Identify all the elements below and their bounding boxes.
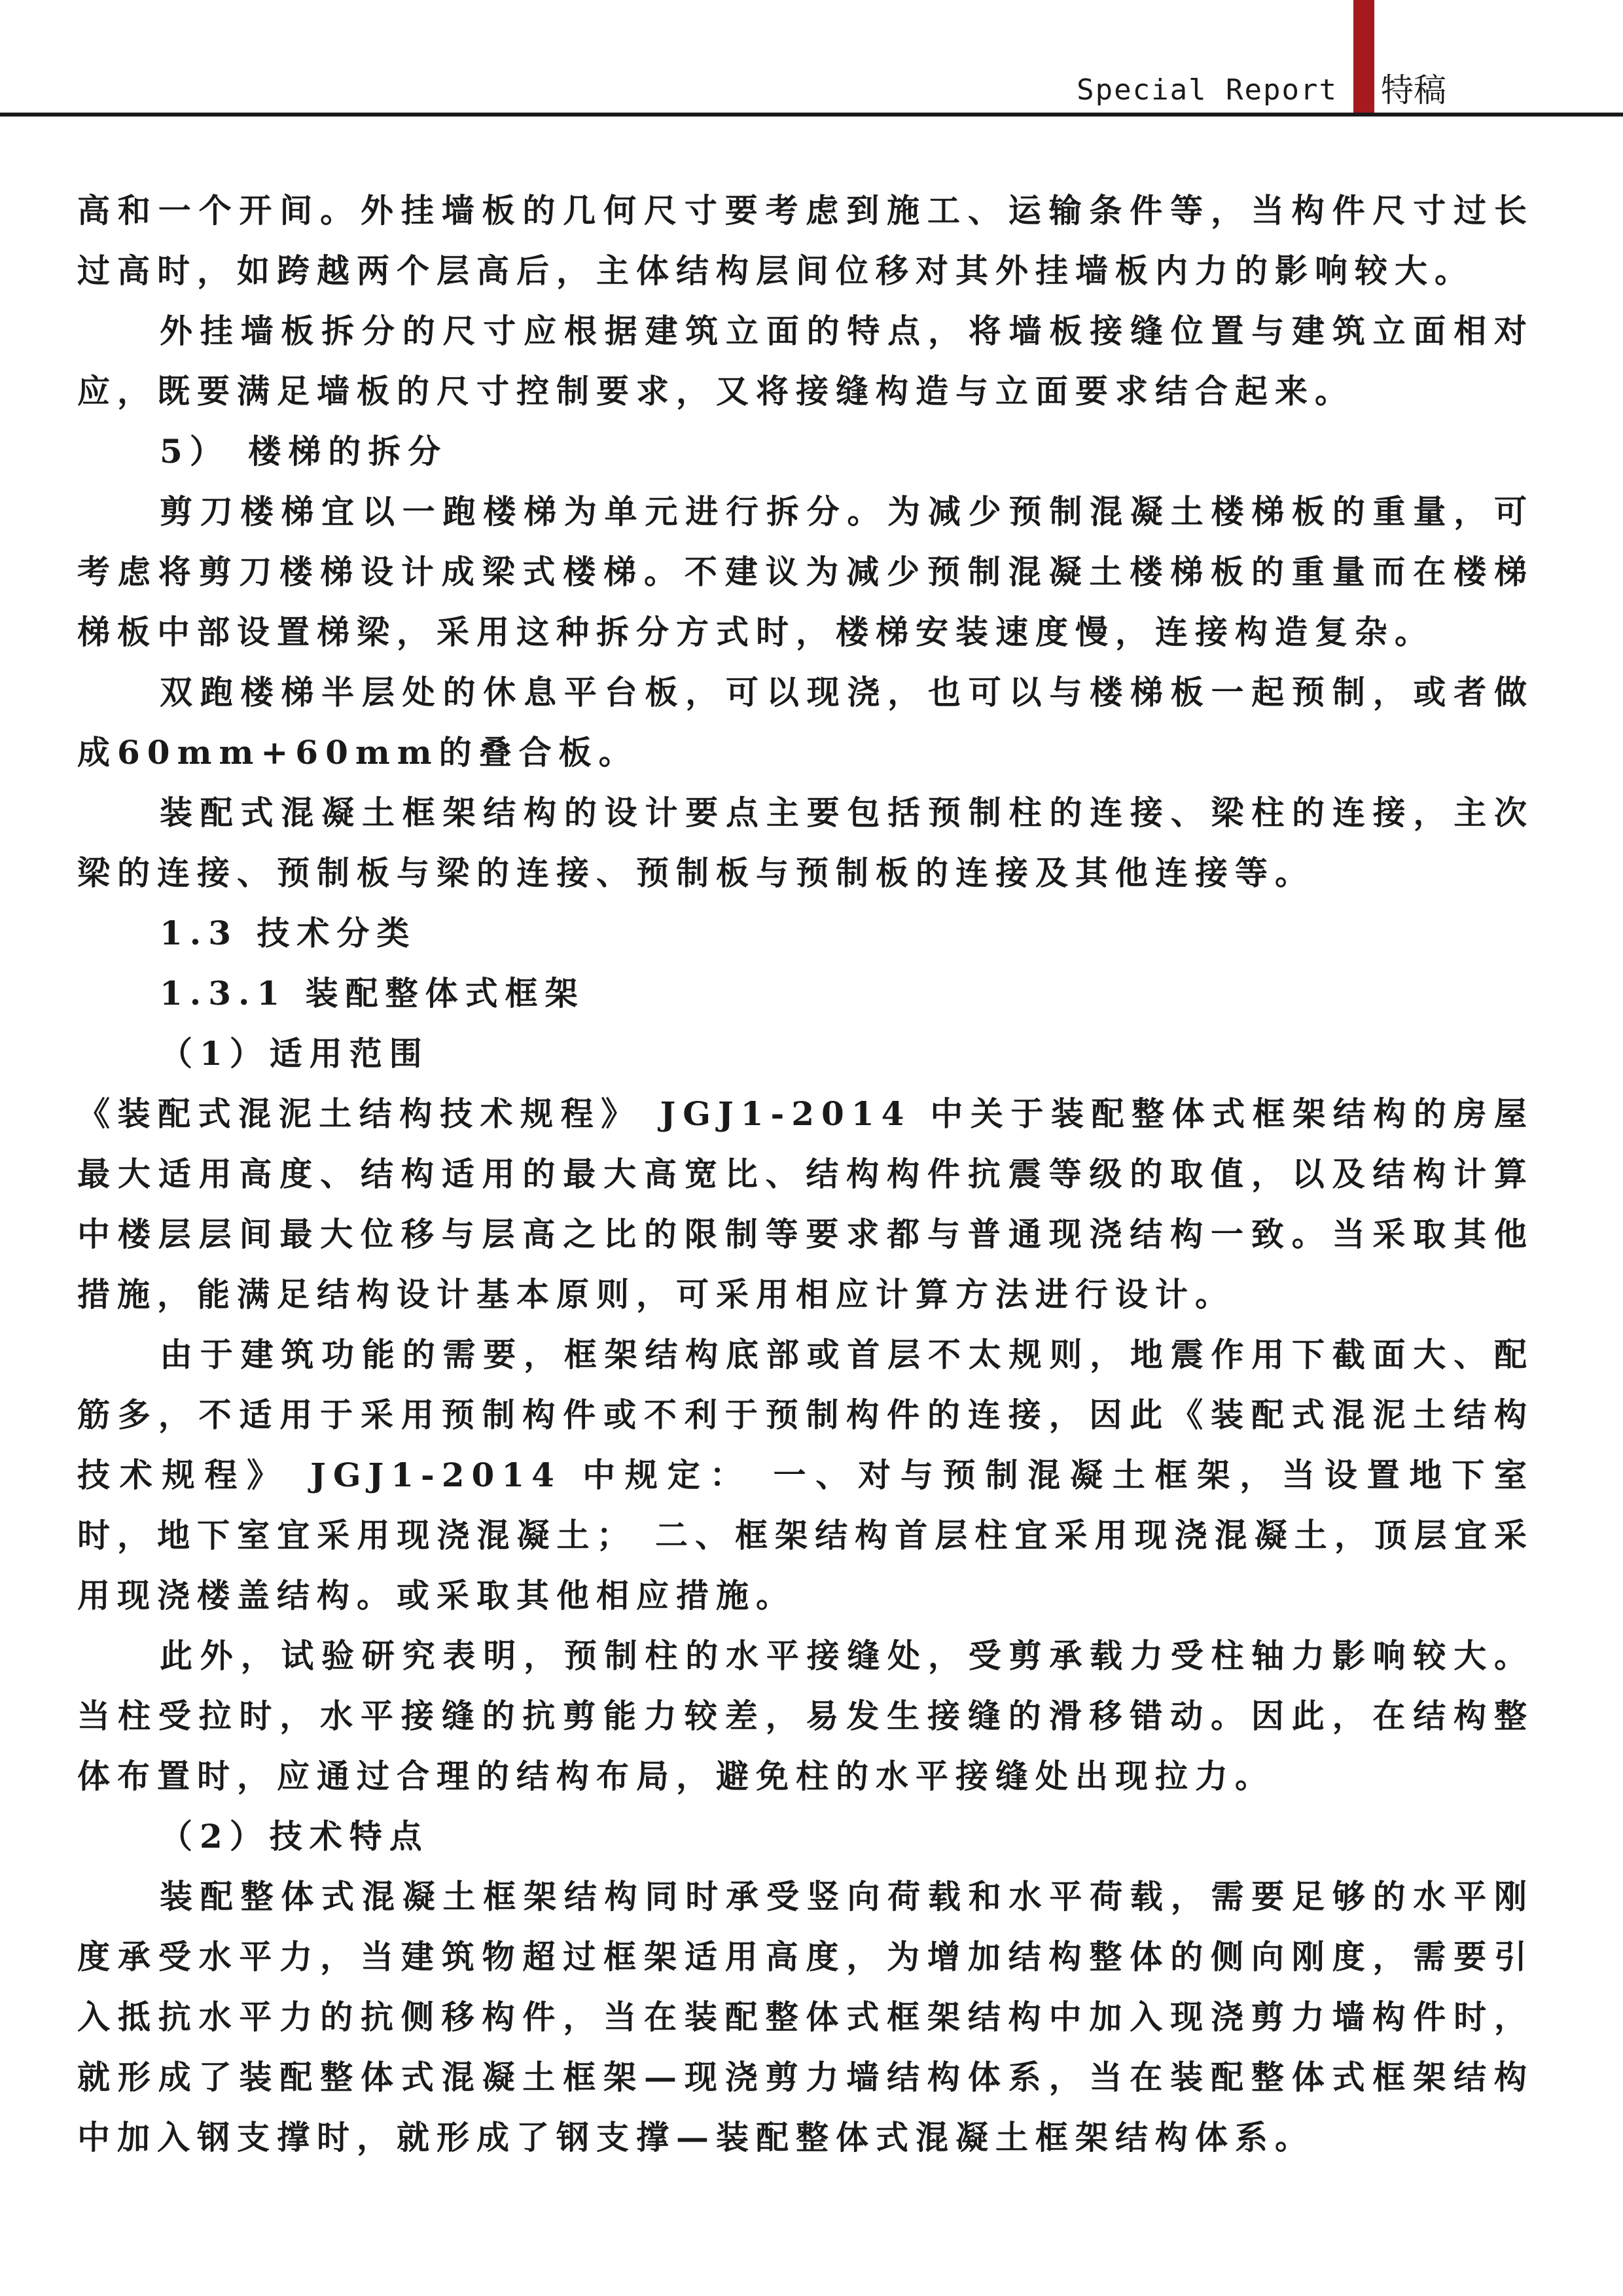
paragraph: 装配整体式混凝土框架结构同时承受竖向荷载和水平荷载，需要足够的水平刚度承受水平力，当建筑物超过框架适用高度，为增加结构整体的侧向刚度，需要引入抵抗水平力的抗侧移构件，当在装配整体式框架结构中加入现浇剪力墙构件时，就形成了装配整体式混凝土框架—现浇剪力墙结构体系，当在装配整体式框架结构中加入钢支撑时，就形成了钢支撑—装配整体式混凝土框架结构体系。	[77, 1877, 1534, 2157]
page-header	[0, 71, 1623, 117]
article-body	[77, 181, 1534, 2168]
paragraph: 双跑楼梯半层处的休息平台板，可以现浇，也可以与楼梯板一起预制，或者做成60mm+60mm的叠合板。	[77, 673, 1534, 772]
section-heading-stairs: 5） 楼梯的拆分	[160, 432, 448, 471]
section-title-cn: 特稿	[1381, 71, 1446, 109]
subheading-features: （2）技术特点	[160, 1817, 429, 1856]
paragraph-continuation: 高和一个开间。外挂墙板的几何尺寸要考虑到施工、运输条件等，当构件尺寸过长过高时，如跨越两个层高后，主体结构层间位移对其外挂墙板内力的影响较大。	[77, 191, 1534, 290]
header-divider	[0, 113, 1623, 117]
paragraph: 剪刀楼梯宜以一跑楼梯为单元进行拆分。为减少预制混凝土楼梯板的重量，可考虑将剪刀楼梯设计成梁式楼梯。不建议为减少预制混凝土楼梯板的重量而在楼梯梯板中部设置梯梁，采用这种拆分方式时，楼梯安装速度慢，连接构造复杂。	[77, 492, 1534, 651]
paragraph: 《装配式混泥土结构技术规程》 JGJ1-2014 中关于装配整体式框架结构的房屋最大适用高度、结构适用的最大高宽比、结构构件抗震等级的取值，以及结构计算中楼层层间最大位移与层高之比的限制等要求都与普通现浇结构一致。当采取其他措施，能满足结构设计基本原则，可采用相应计算方法进行设计。	[77, 1094, 1534, 1314]
section-heading-frame: 1.3.1 装配整体式框架	[160, 974, 585, 1013]
paragraph: 由于建筑功能的需要，框架结构底部或首层不太规则，地震作用下截面大、配筋多，不适用于采用预制构件或不利于预制构件的连接，因此《装配式混泥土结构技术规程》 JGJ1-2014 中规定： 一、对与预制混凝土框架，当设置地下室时，地下室宜采用现浇混凝土； 二、框架结构首层柱宜采用现浇混凝土，顶层宜采用现浇楼盖结构。或采取其他相应措施。	[77, 1335, 1534, 1615]
subheading-scope: （1）适用范围	[160, 1034, 429, 1073]
paragraph: 装配式混凝土框架结构的设计要点主要包括预制柱的连接、梁柱的连接，主次梁的连接、预制板与梁的连接、预制板与预制板的连接及其他连接等。	[77, 793, 1534, 892]
paragraph: 外挂墙板拆分的尺寸应根据建筑立面的特点，将墙板接缝位置与建筑立面相对应，既要满足墙板的尺寸控制要求，又将接缝构造与立面要求结合起来。	[77, 312, 1534, 410]
paragraph: 此外，试验研究表明，预制柱的水平接缝处，受剪承载力受柱轴力影响较大。当柱受拉时，水平接缝的抗剪能力较差，易发生接缝的滑移错动。因此，在结构整体布置时，应通过合理的结构布局，避免柱的水平接缝处出现拉力。	[77, 1636, 1534, 1795]
section-heading-tech-classification: 1.3 技术分类	[160, 914, 417, 952]
section-title-en: Special Report	[1077, 73, 1338, 107]
